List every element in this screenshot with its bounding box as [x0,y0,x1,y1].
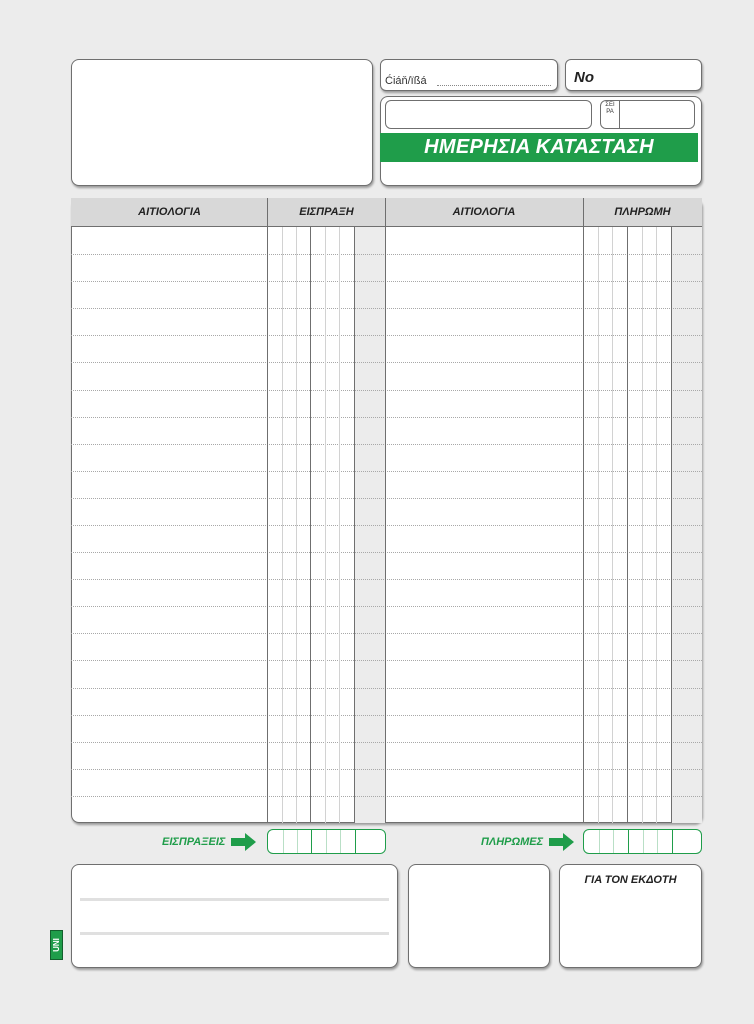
table-row-line [71,308,702,309]
arrow-right-icon [549,832,575,852]
table-row-line [71,417,702,418]
publisher-label: ΓΙΑ ΤΟΝ ΕΚΔΟΤΗ [584,874,677,886]
total-decimal-divider [355,830,356,853]
total-digit-line [613,830,614,853]
name-field-label: Ćiáň/ïßá [385,75,427,87]
payments-total-box[interactable] [583,829,702,854]
receipts-total-box[interactable] [267,829,386,854]
document-title: ΗΜΕΡΗΣΙΑ ΚΑΤΑΣΤΑΣΗ [380,133,698,162]
payments-total-label: ΠΛΗΡΩΜΕΣ [481,836,544,848]
issuer-info-box[interactable] [71,59,373,186]
receipt-digit-line [339,227,340,823]
column-divider [583,198,584,823]
table-row-line [71,742,702,743]
total-thousands-divider [311,830,312,853]
table-row-line [71,254,702,255]
notes-line [80,932,389,935]
payment-digit-line [598,227,599,823]
total-digit-line [643,830,644,853]
table-row-line [71,715,702,716]
signature-box[interactable] [408,864,550,968]
table-row-line [71,796,702,797]
table-row-line [71,498,702,499]
payment-digit-line [642,227,643,823]
main-table [71,198,702,823]
notes-box[interactable] [71,864,398,968]
uni-logo-text: UNI [52,938,61,952]
col-header-description-2: ΑΙΤΙΟΛΟΓΙΑ [452,206,516,218]
table-row-line [71,362,702,363]
name-field-dots [437,85,551,86]
series-label-divider [619,101,620,128]
series-label: ΣΕΙΡΑ [605,102,615,115]
col-header-description-1: ΑΙΤΙΟΛΟΓΙΑ [138,206,201,218]
total-digit-line [283,830,284,853]
table-row-line [71,390,702,391]
table-row-line [71,552,702,553]
total-digit-line [326,830,327,853]
total-digit-line [599,830,600,853]
column-divider [267,198,268,823]
table-row-line [71,335,702,336]
col-header-payment: ΠΛΗΡΩΜΗ [614,206,671,218]
decimal-divider [671,227,672,823]
name-field-box[interactable] [380,59,558,91]
table-row-line [71,688,702,689]
publisher-box[interactable] [559,864,702,968]
table-row-line [71,660,702,661]
uni-logo [50,930,63,960]
receipt-digit-line [296,227,297,823]
total-digit-line [657,830,658,853]
total-digit-line [340,830,341,853]
arrow-right-icon [231,832,257,852]
receipt-digit-line [325,227,326,823]
total-thousands-divider [628,830,629,853]
total-decimal-divider [672,830,673,853]
series-label-box [600,100,695,129]
table-row-line [71,579,702,580]
number-field-label: No [574,69,594,86]
table-row-line [71,471,702,472]
thousands-divider [310,227,311,823]
number-field-box[interactable] [565,59,702,91]
table-row-line [71,281,702,282]
thousands-divider [627,227,628,823]
decimal-divider [354,227,355,823]
receipt-digit-line [282,227,283,823]
series-input-box[interactable] [385,100,592,129]
payment-digit-line [612,227,613,823]
table-row-line [71,525,702,526]
total-digit-line [297,830,298,853]
notes-line [80,898,389,901]
table-row-line [71,633,702,634]
receipts-total-label: ΕΙΣΠΡΑΞΕΙΣ [162,836,226,848]
col-header-receipt: ΕΙΣΠΡΑΞΗ [299,206,354,218]
table-row-line [71,769,702,770]
table-row-line [71,606,702,607]
payment-digit-line [656,227,657,823]
column-divider [385,198,386,823]
table-row-line [71,444,702,445]
